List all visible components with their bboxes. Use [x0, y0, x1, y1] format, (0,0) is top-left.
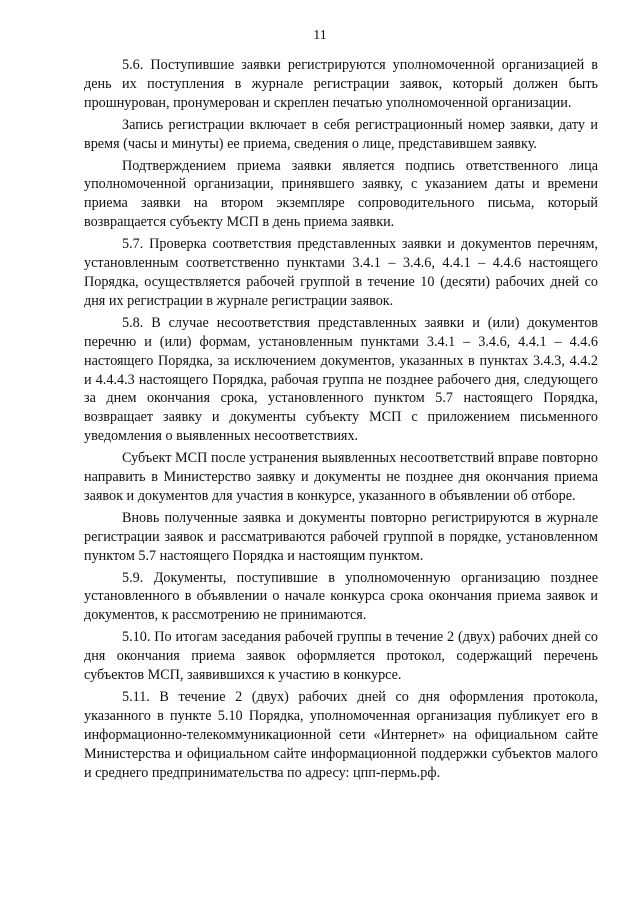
paragraph-5-11: 5.11. В течение 2 (двух) рабочих дней со дня оформления протокола, указанного в пункте 5.10 Порядка, уполномоченная организация публикует его в информационно-телекоммуникационной сети «Интернет» на официальном сайте Министерства и официальном сайте информационной поддержки субъектов малого и среднего предпринимательства по адресу: цпп-пермь.рф.: [84, 689, 598, 781]
paragraph-5-8: 5.8. В случае несоответствия представленных заявки и (или) документов перечню и (или) формам, установленным пунктами 3.4.1 – 3.4.6, 4.4.1 – 4.4.6 настоящего Порядка, за исключением документов, указанных в пунктах 3.4.3, 4.4.2 и 4.4.4.3 настоящего Порядка, рабочая группа не позднее рабочего дня, следующего за днем окончания срока, установленного пунктом 5.7 настоящего Порядка, возвращает заявку и документы субъекту МСП с приложением письменного уведомления о выявленных несоответствиях.: [84, 314, 598, 445]
paragraph-confirmation: Подтверждением приема заявки является подпись ответственного лица уполномоченной организации, принявшего заявку, с указанием даты и времени приема заявки на втором экземпляре сопроводительного письма, который возвращается субъекту МСП в день приема заявки.: [84, 157, 598, 231]
paragraph-reregistration: Вновь полученные заявка и документы повторно регистрируются в журнале регистрации заявок и рассматриваются рабочей группой в порядке, установленном пунктом 5.7 настоящего Порядка и настоящим пунктом.: [84, 509, 598, 564]
paragraph-5-7: 5.7. Проверка соответствия представленных заявки и документов перечням, установленным соответственно пунктами 3.4.1 – 3.4.6, 4.4.1 – 4.4.6 настоящего Порядка, осуществляется рабочей группой в течение 10 (десяти) рабочих дней со дня их регистрации в журнале регистрации заявок.: [84, 236, 598, 309]
paragraph-resubmission: Субъект МСП после устранения выявленных несоответствий вправе повторно направить в Министерство заявку и документы не позднее дня окончания приема заявок и документов для участия в конкурсе, указанного в объявлении об отборе.: [84, 450, 598, 504]
paragraph-5-9: 5.9. Документы, поступившие в уполномоченную организацию позднее установленного в объявлении о начале конкурса срока окончания приема заявок и документов, к рассмотрению не принимаются.: [84, 569, 598, 624]
page-number: 11: [313, 28, 327, 43]
paragraph-5-6: 5.6. Поступившие заявки регистрируются уполномоченной организацией в день их поступления в журнале регистрации заявок, который должен быть прошнурован, пронумерован и скреплен печатью уполномоченной организации.: [84, 57, 598, 111]
document-body: [84, 56, 598, 786]
paragraph-registration-record: Запись регистрации включает в себя регистрационный номер заявки, дату и время (часы и минуты) ее приема, сведения о лице, представившем заявку.: [84, 116, 598, 152]
paragraph-5-10: 5.10. По итогам заседания рабочей группы в течение 2 (двух) рабочих дней со дня окончания приема заявок оформляется протокол, содержащий перечень субъектов МСП, заявившихся к участию в конкурсе.: [84, 629, 598, 684]
